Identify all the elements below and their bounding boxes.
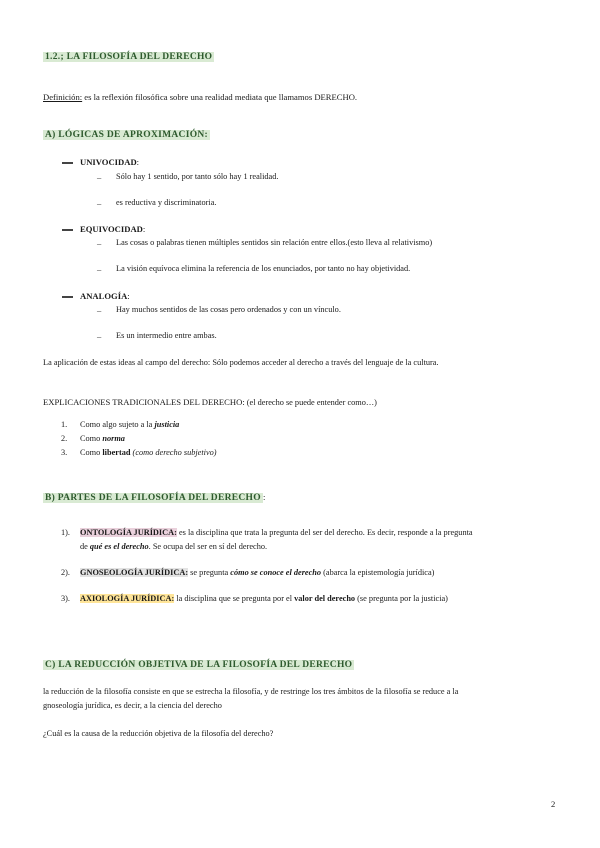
list-number: 2). (61, 568, 70, 577)
group-analogia-label: ANALOGÍA: (80, 291, 130, 301)
list-number: 3. (61, 448, 68, 457)
section-c-line1: la reducción de la filosofía consiste en que se estrecha la filosofía, y de restringe los tres ámbitos de la filosofía se reduce a la (43, 687, 459, 696)
dash-icon: – (97, 198, 102, 208)
bullet-bar-icon (62, 296, 73, 298)
explicaciones-title: EXPLICACIONES TRADICIONALES DEL DERECHO: (el derecho se puede entender como…) (43, 397, 377, 407)
ontologia-line2: de qué es el derecho. Se ocupa del ser en sí del derecho. (80, 542, 268, 551)
list-item: Como algo sujeto a la justicia (80, 420, 180, 429)
list-number: 2. (61, 434, 68, 443)
dash-icon: – (97, 305, 102, 315)
list-number: 1. (61, 420, 68, 429)
gnoseologia-line: GNOSEOLOGÍA JURÍDICA: se pregunta cómo se conoce el derecho (abarca la epistemología jurídica) (80, 568, 435, 577)
section-c-title: C) LA REDUCCIÓN OBJETIVA DE LA FILOSOFÍA DEL DERECHO (45, 660, 353, 670)
list-item: Como libertad (como derecho subjetivo) (80, 448, 217, 457)
list-number: 1). (61, 528, 70, 537)
list-item: La visión equívoca elimina la referencia de los enunciados, por tanto no hay objetividad. (116, 264, 411, 273)
section-c-line2: gnoseología jurídica, es decir, a la ciencia del derecho (43, 701, 222, 710)
dash-icon: – (97, 331, 102, 341)
section-b-title: B) PARTES DE LA FILOSOFÍA DEL DERECHO : (45, 492, 266, 503)
section-c-question: ¿Cuál es la causa de la reducción objetiva de la filosofía del derecho? (43, 729, 274, 738)
group-equivocidad-label: EQUIVOCIDAD: (80, 224, 146, 234)
bullet-bar-icon (62, 162, 73, 164)
list-number: 3). (61, 594, 70, 603)
gnoseologia-term: GNOSEOLOGÍA JURÍDICA: (80, 568, 189, 577)
list-item: es reductiva y discriminatoria. (116, 198, 217, 207)
page-number: 2 (551, 799, 556, 809)
axiologia-line: AXIOLOGÍA JURÍDICA: la disciplina que se pregunta por el valor del derecho (se pregunta por la justicia) (80, 594, 448, 603)
list-item: Como norma (80, 434, 125, 443)
definition-text: es la reflexión filosófica sobre una realidad mediata que llamamos DERECHO. (82, 92, 358, 102)
definition-label: Definición: (43, 92, 83, 102)
ontologia-term: ONTOLOGÍA JURÍDICA: (80, 528, 177, 537)
list-item: Las cosas o palabras tienen múltiples sentidos sin relación entre ellos.(esto lleva al relativismo) (116, 238, 433, 247)
dash-icon: – (97, 238, 102, 248)
section-a-title: A) LÓGICAS DE APROXIMACIÓN: (45, 130, 209, 140)
list-item: Es un intermedio entre ambas. (116, 331, 217, 340)
axiologia-term: AXIOLOGÍA JURÍDICA: (80, 594, 175, 603)
list-item: Hay muchos sentidos de las cosas pero ordenados y con un vínculo. (116, 305, 341, 314)
group-univocidad-label: UNIVOCIDAD: (80, 157, 140, 167)
list-item: Sólo hay 1 sentido, por tanto sólo hay 1 realidad. (116, 172, 279, 181)
dash-icon: – (97, 264, 102, 274)
section-a-note: La aplicación de estas ideas al campo del derecho: Sólo podemos acceder al derecho a través del lenguaje de la cultura. (43, 358, 439, 367)
definition-line (43, 92, 357, 102)
ontologia-line1: ONTOLOGÍA JURÍDICA: es la disciplina que trata la pregunta del ser del derecho. Es decir, responde a la pregunta (80, 528, 473, 537)
dash-icon: – (97, 172, 102, 182)
section-title: 1.2.; LA FILOSOFÍA DEL DERECHO (45, 52, 213, 62)
bullet-bar-icon (62, 229, 73, 231)
